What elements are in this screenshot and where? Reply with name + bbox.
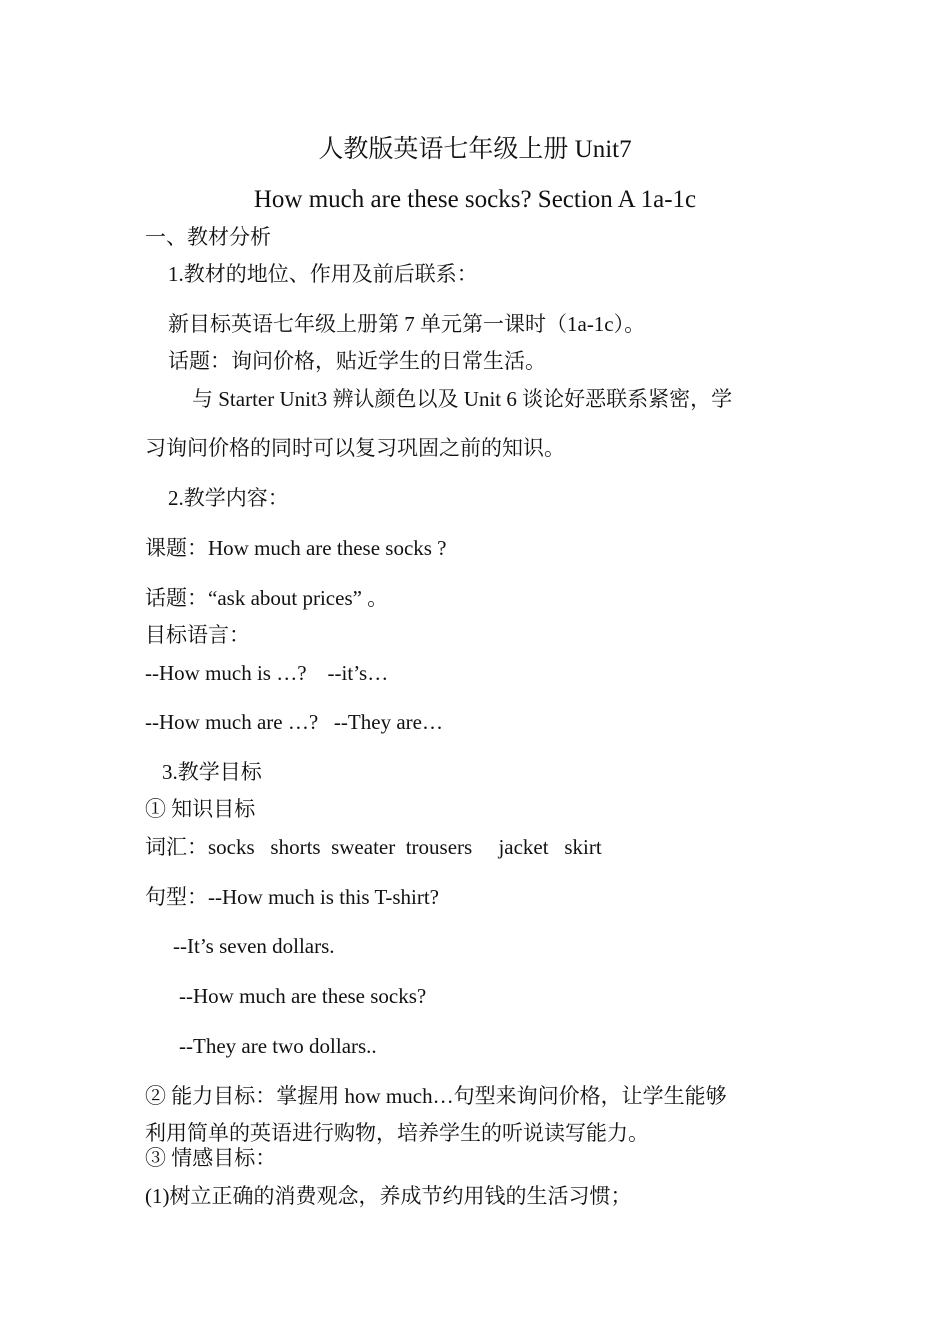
paragraph-connection-2: 习询问价格的同时可以复习巩固之前的知识。 <box>145 436 565 460</box>
vocabulary-line: 词汇：socks shorts sweater trousers jacket skirt <box>145 835 602 859</box>
ability-goals-line-2: 利用简单的英语进行购物，培养学生的听说读写能力。 <box>145 1121 649 1145</box>
subsection-heading-2: 2.教学内容： <box>168 486 289 510</box>
subsection-heading-1: 1.教材的地位、作用及前后联系： <box>168 262 478 286</box>
sentence-pattern-2: --It’s seven dollars. <box>173 934 335 958</box>
target-language-heading: 目标语言： <box>145 623 250 647</box>
ability-goals-line-1: ② 能力目标：掌握用 how much…句型来询问价格，让学生能够 <box>145 1084 727 1108</box>
knowledge-goals-heading: ① 知识目标 <box>145 797 256 821</box>
paragraph-connection-1: 与 Starter Unit3 辨认颜色以及 Unit 6 谈论好恶联系紧密，学 <box>192 387 733 411</box>
sentence-pattern-1: 句型：--How much is this T-shirt? <box>145 885 439 909</box>
subsection-heading-3: 3.教学目标 <box>162 760 262 784</box>
sentence-pattern-4: --They are two dollars.. <box>179 1034 377 1058</box>
lesson-topic: 话题：“ask about prices” 。 <box>145 586 389 610</box>
emotion-goal-1: (1)树立正确的消费观念，养成节约用钱的生活习惯； <box>145 1184 632 1208</box>
sentence-pattern-3: --How much are these socks? <box>179 984 427 1008</box>
title-line-2: How much are these socks? Section A 1a-1c <box>253 186 697 213</box>
title-line-1: 人教版英语七年级上册 Unit7 <box>318 136 632 163</box>
target-language-line-2: --How much are …? --They are… <box>145 710 443 734</box>
paragraph-course-position: 新目标英语七年级上册第 7 单元第一课时（1a-1c）。 <box>168 312 646 336</box>
emotion-goals-heading: ③ 情感目标： <box>145 1146 277 1170</box>
paragraph-topic: 话题：询问价格，贴近学生的日常生活。 <box>168 349 546 373</box>
lesson-title: 课题：How much are these socks ? <box>145 536 447 560</box>
target-language-line-1: --How much is …? --it’s… <box>145 661 389 685</box>
section-heading: 一、教材分析 <box>145 225 271 249</box>
